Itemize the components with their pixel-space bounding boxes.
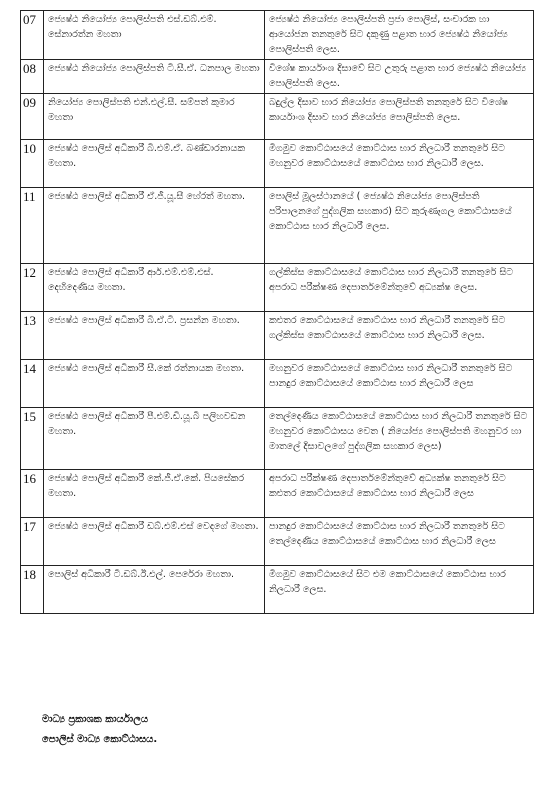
table-row: [21, 11, 534, 60]
table-row: [21, 264, 534, 312]
footer-division-line: පොලිස් මාධ්‍ය කොට්ඨාසය.: [42, 734, 158, 745]
transfer-details: ගල්කිස්ස කොට්ඨාසයේ කොට්ඨාස භාර නිලධාරී තනතුරේ සිට අපරාධ පරීක්ෂණ දෙපාර්තමේන්තුවේ අධ්‍යක්ෂ ලෙස.: [265, 264, 534, 312]
officer-name: ජ්‍යෙෂ්ඨ පොලිස් අධිකාරී සී.කේ රත්නායක මහතා.: [44, 360, 265, 408]
table-row: [21, 360, 534, 408]
footer-office-line: මාධ්‍ය ප්‍රකාශක කාර්යාලය: [42, 714, 149, 725]
officer-name: පොලිස් අධිකාරී ටී.ඩබ්.ඊ.එල්. පෙරේරා මහතා.: [44, 566, 265, 614]
transfer-details: මීගමුව කොට්ඨාසයේ කොට්ඨාස භාර නිලධාරී තනතුරේ සිට මහනුවර කොට්ඨාසයේ කොට්ඨාස භාර නිලධාරී ලෙස.: [265, 140, 534, 188]
row-number: 14: [21, 360, 44, 408]
officer-name: ජ්‍යෙෂ්ඨ පොලිස් අධිකාරී බී.ඒ.ටී. ප්‍රසන්න මහතා.: [44, 312, 265, 360]
officer-name: ජ්‍යෙෂ්ඨ පොලිස් අධිකාරී කේ.ජී.ඒ.කේ. පියසේකර මහතා.: [44, 470, 265, 518]
table-row: [21, 60, 534, 94]
officer-name: නියෝජ්‍ය පොලිස්පති එන්.එල්.සී. සම්පත් කුමාර මහතා: [44, 94, 265, 140]
row-number: 12: [21, 264, 44, 312]
transfer-details: ජ්‍යෙෂ්ඨ නියෝජ්‍ය පොලිස්පති ප්‍රජා පොලිස්, සංචාරක හා ආයෝජන තනතුරේ සිට දකුණු පළාත භාර ජ්‍යෙෂ්ඨ නියෝජ්‍ය පොලිස්පති ලෙස.: [265, 11, 534, 60]
transfer-table-body: [21, 11, 534, 614]
transfer-details: විශේෂ කාර්යාංශ දිසාවේ සිට උතුරු පළාත භාර ජ්‍යෙෂ්ඨ නියෝජ්‍ය පොලිස්පති ලෙස.: [265, 60, 534, 94]
row-number: 13: [21, 312, 44, 360]
table-row: [21, 518, 534, 566]
row-number: 10: [21, 140, 44, 188]
officer-name: ජ්‍යෙෂ්ඨ පොලිස් අධිකාරී බී.එම්.ඒ. බණ්ඩාරනායක මහතා.: [44, 140, 265, 188]
transfer-details: පොලිස් මූලස්ථානයේ ( ජ්‍යෙෂ්ඨ නියෝජ්‍ය පොලිස්පති පරිපාලනගේ පුද්ගලික සහකාර) සිට කුරුණෑගල කොට්ඨාසයේ කොට්ඨාස භාර නිලධාරී ලෙස.: [265, 188, 534, 264]
row-number: 17: [21, 518, 44, 566]
footer: [42, 710, 157, 750]
transfer-details: කළුතර කොට්ඨාසයේ කොට්ඨාස භාර නිලධාරී තනතුරේ සිට ගල්කිස්ස කොට්ඨාසයේ කොට්ඨාස භාර නිලධාරී ලෙස.: [265, 312, 534, 360]
table-row: [21, 470, 534, 518]
officer-name: ජ්‍යෙෂ්ඨ පොලිස් අධිකාරී ආර්.එම්.එම්.එස්. දෙහිදෙණිය මහතා.: [44, 264, 265, 312]
officer-name: ජ්‍යෙෂ්ඨ පොලිස් අධිකාරී පී.එම්.ඩී.යූ.බී පලිහවඩන මහතා.: [44, 408, 265, 470]
row-number: 11: [21, 188, 44, 264]
transfer-table: [20, 10, 534, 614]
officer-name: ජ්‍යෙෂ්ඨ නියෝජ්‍ය පොලිස්පති එස්.ඩබ්.එම්. සේනාරත්න මහතා: [44, 11, 265, 60]
table-row: [21, 566, 534, 614]
table-row: [21, 94, 534, 140]
row-number: 15: [21, 408, 44, 470]
transfer-details: මහනුවර කොට්ඨාසයේ කොට්ඨාස භාර නිලධාරී තනතුරේ සිට පානදුර කොට්ඨාසයේ කොට්ඨාස භාර නිලධාරී ලෙස: [265, 360, 534, 408]
transfer-details: තෙල්දෙණිය කොට්ඨාසයේ කොට්ඨාස භාර නිලධාරී තනතුරේ සිට මහනුවර කොට්ඨාසය වෙත ( නියෝජ්‍ය පොලිස්පති මහනුවර හා මාතලේ දිසාවලගේ පුද්ගලික සහකාර ලෙස): [265, 408, 534, 470]
transfer-details: මීගමුව කොට්ඨාසයේ සිට එම කොට්ඨාසයේ කොට්ඨාස භාර නිලධාරී ලෙස.: [265, 566, 534, 614]
row-number: 09: [21, 94, 44, 140]
table-row: [21, 188, 534, 264]
transfer-details: බදුල්ල දිසාව භාර නියෝජ්‍ය පොලිස්පති තනතුරේ සිට විශේෂ කාර්යාංශ දිසාව භාර නියෝජ්‍ය පොලිස්පති ලෙස.: [265, 94, 534, 140]
transfer-details: පානදුර කොට්ඨාසයේ කොට්ඨාස භාර නිලධාරී තනතුරේ සිට තෙල්දෙණිය කොට්ඨාසයේ කොට්ඨාස භාර නිලධාරී ලෙස: [265, 518, 534, 566]
officer-name: ජ්‍යෙෂ්ඨ පොලිස් අධිකාරී ඒ.ජී.යූ.සී හේරත් මහතා.: [44, 188, 265, 264]
table-row: [21, 408, 534, 470]
officer-name: ජ්‍යෙෂ්ඨ පොලිස් අධිකාරී ඩබ්.එම්.එස් වෙදගේ මහතා.: [44, 518, 265, 566]
row-number: 07: [21, 11, 44, 60]
table-row: [21, 140, 534, 188]
row-number: 08: [21, 60, 44, 94]
officer-name: ජ්‍යෙෂ්ඨ නියෝජ්‍ය පොලිස්පති ටී.සී.ඒ. ධනපාල මහතා: [44, 60, 265, 94]
transfer-details: අපරාධ පරීක්ෂණ දෙපාර්තමේන්තුවේ අධ්‍යක්ෂ තනතුරේ සිට කළුතර කොට්ඨාසයේ කොට්ඨාස භාර නිලධාරී ලෙස: [265, 470, 534, 518]
row-number: 18: [21, 566, 44, 614]
table-row: [21, 312, 534, 360]
row-number: 16: [21, 470, 44, 518]
